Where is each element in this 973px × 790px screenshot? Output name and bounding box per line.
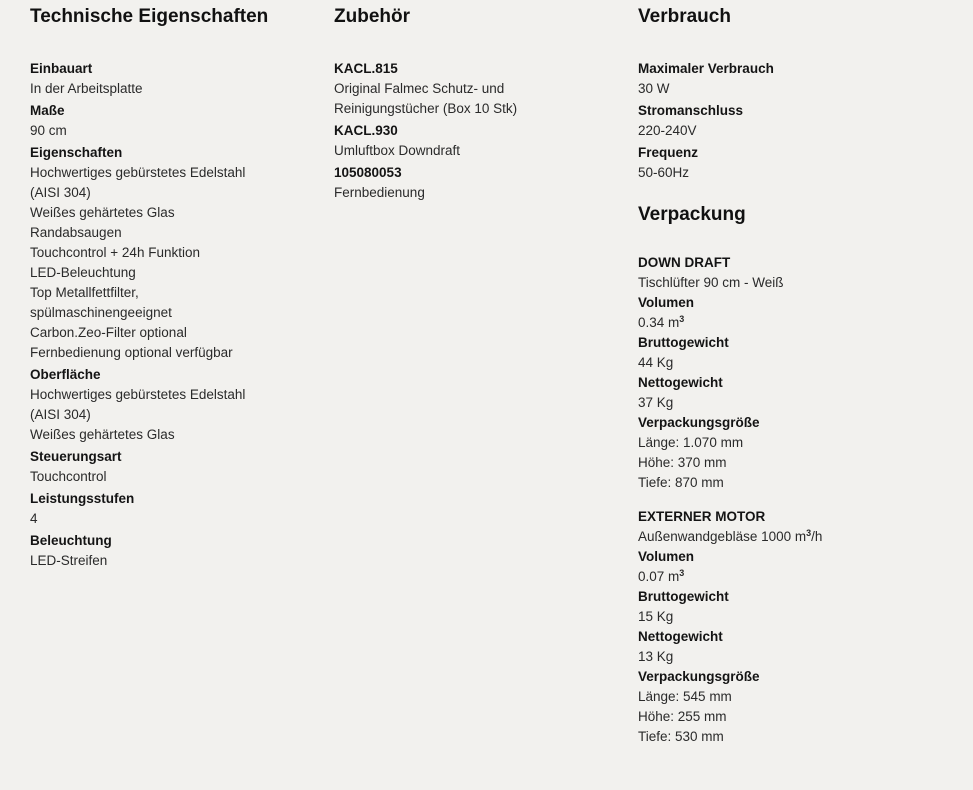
package-length: Länge: 545 mm [638,689,732,704]
accessory-item-105080053 [334,163,624,203]
accessory-code: KACL.815 [334,61,398,76]
spec-value: Top Metallfettfilter, [30,285,139,300]
accessory-code: KACL.930 [334,123,398,138]
net-weight-value: 37 Kg [638,395,674,410]
spec-label: Maße [30,103,65,118]
accessory-description: Fernbedienung [334,185,425,200]
consumption-title: Verbrauch [638,6,731,27]
spec-value: 30 W [638,81,670,96]
package-height: Höhe: 370 mm [638,455,727,470]
volume-number: 0.07 m [638,569,680,584]
gross-weight-value: 44 Kg [638,355,674,370]
spec-value: 220-240V [638,123,697,138]
accessory-item-kacl815 [334,59,624,119]
consumption-item-frequency [638,143,958,183]
net-weight-label: Nettogewicht [638,629,723,644]
package-length: Länge: 1.070 mm [638,435,744,450]
gross-weight-value: 15 Kg [638,609,674,624]
accessory-description: Reinigungstücher (Box 10 Stk) [334,101,518,116]
spec-item-oberflaeche [30,365,320,445]
packaging-group-title: DOWN DRAFT [638,255,731,270]
spec-value: (AISI 304) [30,185,91,200]
spec-item-beleuchtung [30,531,320,571]
consumption-list [638,59,958,183]
package-depth: Tiefe: 530 mm [638,729,724,744]
volume-label: Volumen [638,549,695,564]
spec-value: Touchcontrol + 24h Funktion [30,245,200,260]
spec-value: Hochwertiges gebürstetes Edelstahl [30,387,246,402]
spec-value: Randabsaugen [30,225,122,240]
spec-value: Fernbedienung optional verfügbar [30,345,233,360]
spec-item-steuerungsart [30,447,320,487]
accessory-description: Original Falmec Schutz- und [334,81,505,96]
gross-weight-label: Bruttogewicht [638,589,729,604]
cubic-superscript: 3 [679,314,685,324]
spec-item-masse [30,101,320,141]
spec-value: Carbon.Zeo-Filter optional [30,325,187,340]
subtitle-text: Außenwandgebläse 1000 m [638,529,807,544]
net-weight-label: Nettogewicht [638,375,723,390]
subtitle-unit: /h [811,529,823,544]
accessories-title: Zubehör [334,6,410,27]
spec-value: (AISI 304) [30,407,91,422]
accessories-column [334,5,624,205]
accessories-list [334,59,624,203]
spec-value: LED-Beleuchtung [30,265,136,280]
spec-value: 90 cm [30,123,67,138]
gross-weight-label: Bruttogewicht [638,335,729,350]
technical-properties-title: Technische Eigenschaften [30,6,269,27]
spec-label: Einbauart [30,61,93,76]
spec-value: spülmaschinengeeignet [30,305,172,320]
packaging-group-title: EXTERNER MOTOR [638,509,766,524]
spec-label: Maximaler Verbrauch [638,61,774,76]
package-depth: Tiefe: 870 mm [638,475,724,490]
spec-item-leistungsstufen [30,489,320,529]
consumption-item-power [638,101,958,141]
spec-label: Leistungsstufen [30,491,135,506]
packaging-group-down-draft [638,253,958,493]
spec-value: 4 [30,511,38,526]
volume-value [638,567,958,587]
spec-label: Beleuchtung [30,533,112,548]
consumption-packaging-column [638,5,958,761]
spec-value: Weißes gehärtetes Glas [30,205,175,220]
volume-number: 0.34 m [638,315,680,330]
accessory-description: Umluftbox Downdraft [334,143,461,158]
spec-label: Oberfläche [30,367,101,382]
spec-label: Frequenz [638,145,699,160]
package-size-label: Verpackungsgröße [638,669,760,684]
net-weight-value: 13 Kg [638,649,674,664]
spec-item-einbauart [30,59,320,99]
spec-value: LED-Streifen [30,553,108,568]
spec-label: Stromanschluss [638,103,744,118]
volume-value [638,313,958,333]
accessory-code: 105080053 [334,165,402,180]
spec-value: In der Arbeitsplatte [30,81,143,96]
technical-properties-column [30,5,320,573]
spec-item-eigenschaften [30,143,320,363]
spec-value: Touchcontrol [30,469,107,484]
spec-value: Hochwertiges gebürstetes Edelstahl [30,165,246,180]
spec-value: Weißes gehärtetes Glas [30,427,175,442]
package-size-label: Verpackungsgröße [638,415,760,430]
volume-label: Volumen [638,295,695,310]
packaging-group-subtitle: Tischlüfter 90 cm - Weiß [638,275,784,290]
cubic-superscript: 3 [679,568,685,578]
cubic-superscript: 3 [806,528,812,538]
consumption-item-max [638,59,958,99]
spec-label: Steuerungsart [30,449,122,464]
spec-value: 50-60Hz [638,165,690,180]
spec-label: Eigenschaften [30,145,123,160]
packaging-group-external-motor [638,507,958,747]
accessory-item-kacl930 [334,121,624,161]
packaging-title: Verpackung [638,204,746,225]
packaging-group-subtitle [638,527,958,547]
package-height: Höhe: 255 mm [638,709,727,724]
technical-properties-list [30,59,320,571]
